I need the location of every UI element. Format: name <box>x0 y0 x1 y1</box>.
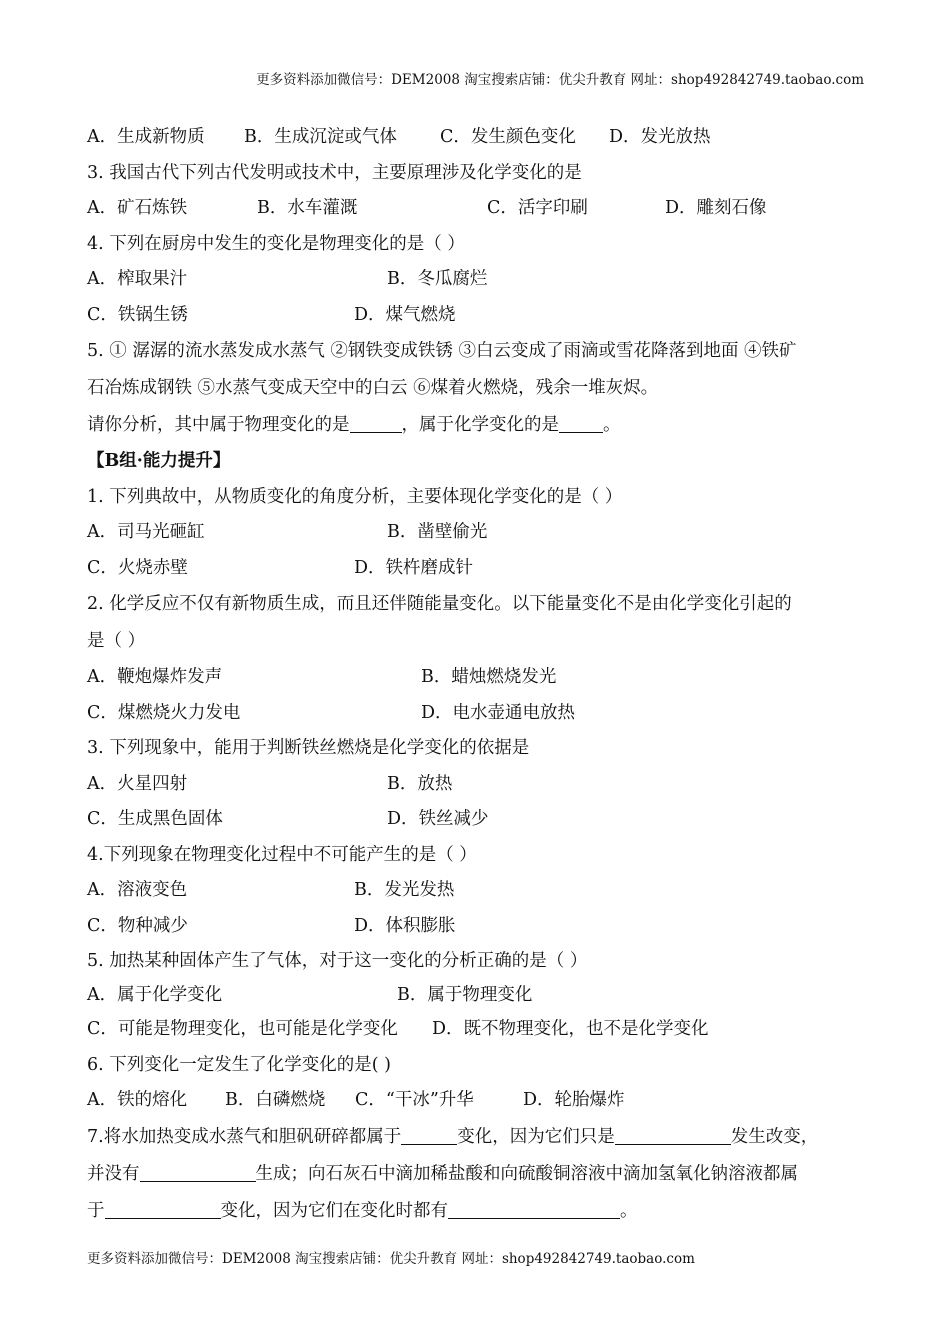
q5-line3-text-b: ，属于化学变化的是 <box>401 415 559 435</box>
b7-line3 <box>87 1193 887 1230</box>
q3-option-b: B．水车灌溉 <box>257 198 358 218</box>
b7-text-1b: 变化，因为它们只是 <box>457 1126 615 1147</box>
b7-blank-3[interactable] <box>140 1159 256 1182</box>
b5-option-a: A．属于化学变化 <box>87 985 223 1005</box>
b1-option-c: C．火烧赤壁 <box>87 557 188 578</box>
b2-options-row1 <box>87 660 887 696</box>
b7-text-1c: 发生改变， <box>730 1126 819 1147</box>
b1-stem: 1. 下列典故中，从物质变化的角度分析，主要体现化学变化的是（ ） <box>87 486 623 507</box>
b2-options-row2 <box>87 696 887 732</box>
b3-options-row1 <box>87 767 887 803</box>
b3-stem: 3. 下列现象中，能用于判断铁丝燃烧是化学变化的依据是 <box>87 738 530 758</box>
b5-option-b: B．属于物理变化 <box>397 985 533 1005</box>
b4-option-d: D．体积膨胀 <box>354 915 456 936</box>
b7-blank-1[interactable] <box>401 1122 457 1145</box>
page-header: 更多资料添加微信号：DEM2008 淘宝搜索店铺：优尖升教育 网址：shop492842749.taobao.com <box>256 72 864 88</box>
b3-option-c: C．生成黑色固体 <box>87 809 223 829</box>
q3-option-d: D．雕刻石像 <box>665 198 767 218</box>
page-footer: 更多资料添加微信号：DEM2008 淘宝搜索店铺：优尖升教育 网址：shop492842749.taobao.com <box>87 1251 695 1267</box>
b2-option-d: D．电水壶通电放热 <box>421 702 576 723</box>
b5-options-row2 <box>87 1012 887 1048</box>
b6-option-d: D．轮胎爆炸 <box>523 1090 625 1110</box>
q3-options <box>87 191 887 227</box>
b1-option-d: D．铁杵磨成针 <box>354 557 474 578</box>
b6-option-a: A．铁的熔化 <box>87 1090 188 1110</box>
q5-chemical-blank[interactable] <box>559 410 603 433</box>
b1-option-a: A．司马光砸缸 <box>87 522 205 542</box>
q5-physical-blank[interactable] <box>350 410 402 433</box>
b1-option-b: B．凿壁偷光 <box>387 522 488 542</box>
q2-option-b: B．生成沉淀或气体 <box>244 127 397 147</box>
b6-options <box>87 1083 887 1119</box>
b7-line1 <box>87 1119 887 1156</box>
b4-options-row2 <box>87 909 887 945</box>
b7-text-2a: 并没有 <box>87 1163 140 1184</box>
q5-line2: 石冶炼成钢铁 ⑤水蒸气变成天空中的白云 ⑥煤着火燃烧，残余一堆灰烬。 <box>87 378 659 398</box>
b1-options-row2 <box>87 551 887 587</box>
q4-option-b: B．冬瓜腐烂 <box>387 269 488 289</box>
q2-options <box>87 120 887 156</box>
q3-option-c: C．活字印刷 <box>487 198 588 218</box>
q5-line3 <box>87 407 887 444</box>
b3-option-b: B．放热 <box>387 773 453 794</box>
q2-option-c: C．发生颜色变化 <box>440 127 576 147</box>
b7-text-3a: 于 <box>87 1200 105 1221</box>
b2-line1: 2. 化学反应不仅有新物质生成，而且还伴随能量变化。以下能量变化不是由化学变化引起的 <box>87 594 792 614</box>
b6-stem: 6. 下列变化一定发生了化学变化的是( ) <box>87 1054 391 1075</box>
b4-option-b: B．发光发热 <box>354 880 455 900</box>
b5-options-row1 <box>87 978 887 1012</box>
b4-options-row1 <box>87 873 887 909</box>
b2-option-a: A．鞭炮爆炸发声 <box>87 667 223 687</box>
b4-option-c: C．物种减少 <box>87 915 188 936</box>
b7-text-2b: 生成；向石灰石中滴加稀盐酸和向硫酸铜溶液中滴加氢氧化钠溶液都属 <box>255 1163 798 1184</box>
b4-stem: 4.下列现象在物理变化过程中不可能产生的是（ ） <box>87 844 477 865</box>
b5-option-d: D．既不物理变化，也不是化学变化 <box>432 1019 709 1039</box>
q3-option-a: A．矿石炼铁 <box>87 198 188 218</box>
q5-line1: 5. ① 潺潺的流水蒸发成水蒸气 ②钢铁变成铁锈 ③白云变成了雨滴或雪花降落到地面 ④铁矿 <box>87 341 797 361</box>
b7-text-3b: 变化，因为它们在变化时都有 <box>220 1200 448 1221</box>
b7-text-3c: 。 <box>620 1200 638 1221</box>
q4-options-row1 <box>87 262 887 298</box>
q2-option-a: A．生成新物质 <box>87 127 205 147</box>
b2-option-b: B．蜡烛燃烧发光 <box>421 667 557 687</box>
b7-blank-4[interactable] <box>105 1196 221 1219</box>
q4-option-a: A．榨取果汁 <box>87 269 188 289</box>
b3-option-a: A．火星四射 <box>87 773 188 794</box>
b4-option-a: A．溶液变色 <box>87 880 188 900</box>
b2-option-c: C．煤燃烧火力发电 <box>87 702 241 723</box>
q5-line3-text-a: 请你分析，其中属于物理变化的是 <box>87 415 350 435</box>
q2-option-d: D．发光放热 <box>609 127 711 147</box>
q3-stem: 3. 我国古代下列古代发明或技术中，主要原理涉及化学变化的是 <box>87 162 582 183</box>
q4-stem: 4. 下列在厨房中发生的变化是物理变化的是（ ） <box>87 233 465 254</box>
b3-option-d: D．铁丝减少 <box>387 809 489 829</box>
q5-line3-text-c: 。 <box>603 415 621 435</box>
section-b-heading: 【B组·能力提升】 <box>87 451 231 471</box>
b1-options-row1 <box>87 515 887 551</box>
b2-line2: 是（ ） <box>87 631 146 651</box>
b7-blank-2[interactable] <box>615 1122 731 1145</box>
b3-options-row2 <box>87 802 887 838</box>
b6-option-b: B．白磷燃烧 <box>225 1090 326 1110</box>
b5-option-c: C．可能是物理变化，也可能是化学变化 <box>87 1019 398 1039</box>
b7-blank-5[interactable] <box>448 1196 620 1219</box>
b6-option-c: C．“干冰”升华 <box>355 1090 474 1110</box>
q4-option-d: D．煤气燃烧 <box>354 304 456 325</box>
b7-text-1a: 7.将水加热变成水蒸气和胆矾研碎都属于 <box>87 1126 402 1147</box>
q4-option-c: C．铁锅生锈 <box>87 304 188 325</box>
b5-stem: 5. 加热某种固体产生了气体，对于这一变化的分析正确的是（ ） <box>87 951 588 971</box>
b7-line2 <box>87 1156 887 1193</box>
worksheet-content <box>87 120 887 1230</box>
q4-options-row2 <box>87 298 887 334</box>
